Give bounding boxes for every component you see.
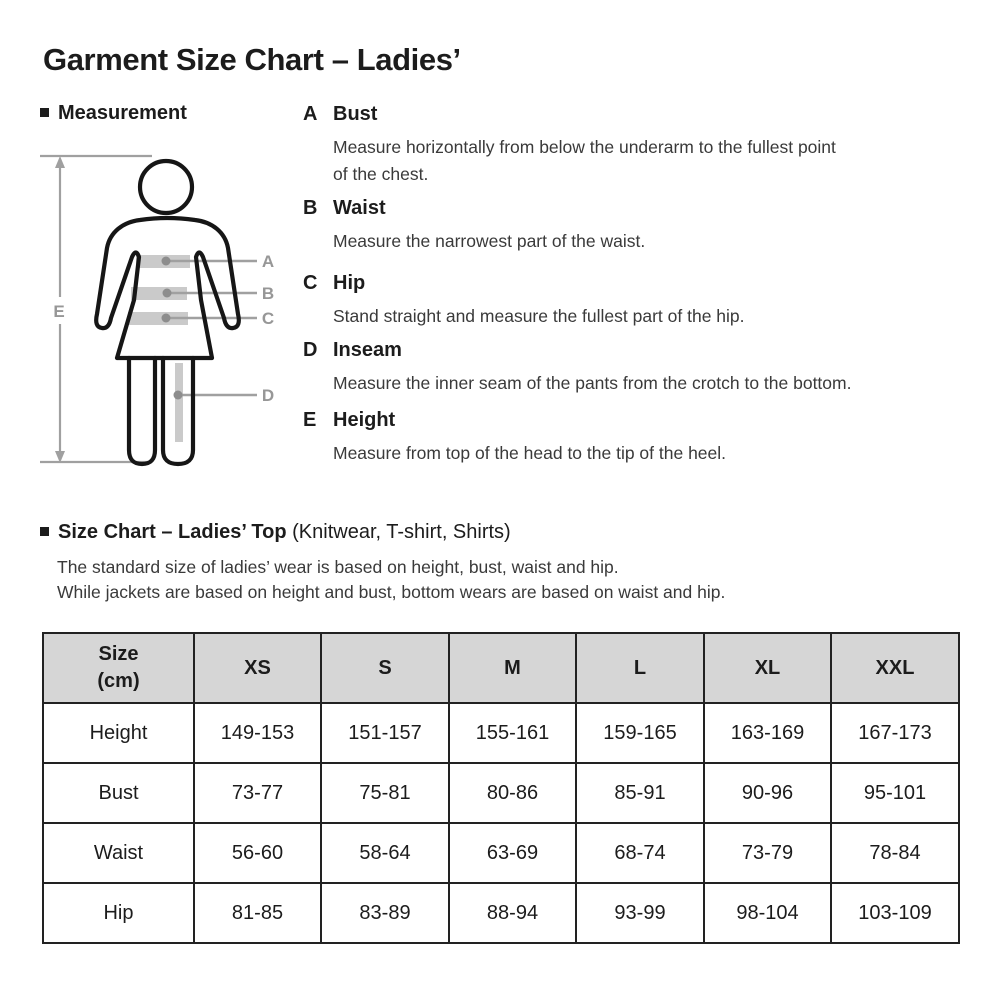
size-chart-heading-note: (Knitwear, T-shirt, Shirts) (292, 521, 511, 543)
diagram-label-a: A (261, 252, 275, 271)
size-cell: 56-60 (194, 823, 321, 883)
size-cell: 159-165 (576, 703, 704, 763)
size-chart-heading-label (58, 520, 511, 544)
square-bullet-icon (40, 108, 49, 117)
size-chart-heading-bold: Size Chart – Ladies’ Top (58, 521, 287, 543)
definition-letter: B (303, 197, 318, 219)
definition-description: Measure from top of the head to the tip of the heel. (333, 443, 727, 463)
size-cell: 98-104 (704, 883, 831, 943)
size-chart-description-line: While jackets are based on height and bust, bottom wears are based on waist and hip. (57, 582, 726, 602)
hip-dot (162, 314, 171, 323)
diagram-label-d: D (261, 386, 275, 405)
size-chart-description-line: The standard size of ladies’ wear is based on height, bust, waist and hip. (57, 557, 619, 577)
definition-bust (303, 102, 981, 188)
row-label: Hip (43, 883, 194, 943)
definition-term: Hip (333, 272, 366, 294)
definition-description: Measure horizontally from below the underarm to the fullest point of the chest. (333, 137, 836, 184)
size-chart-table (42, 632, 960, 944)
definition-hip (303, 271, 981, 330)
size-cell: 78-84 (831, 823, 959, 883)
size-cell: 81-85 (194, 883, 321, 943)
definition-inseam (303, 338, 981, 397)
column-header-xxl: XXL (831, 633, 959, 703)
definition-term: Bust (333, 103, 378, 125)
size-cell: 80-86 (449, 763, 576, 823)
diagram-label-b: B (261, 284, 275, 303)
column-header-m: M (449, 633, 576, 703)
body-measurement-diagram (30, 130, 290, 480)
figure-left-leg (129, 358, 155, 464)
column-header-s: S (321, 633, 449, 703)
definition-term: Waist (333, 197, 386, 219)
waist-dot (163, 289, 172, 298)
table-row-hip (43, 883, 959, 943)
diagram-label-c: C (261, 309, 275, 328)
diagram-label-e: E (53, 302, 65, 321)
definition-letter: C (303, 272, 318, 294)
column-header-xl: XL (704, 633, 831, 703)
page-title: Garment Size Chart – Ladies’ (43, 42, 461, 77)
definition-description: Stand straight and measure the fullest part of the hip. (333, 306, 745, 326)
definition-letter: E (303, 409, 317, 431)
row-label: Waist (43, 823, 194, 883)
measurement-section-heading (40, 101, 187, 125)
size-cell: 73-79 (704, 823, 831, 883)
measurement-heading-label: Measurement (58, 102, 187, 124)
size-cell: 155-161 (449, 703, 576, 763)
definition-letter: A (303, 103, 318, 125)
size-cell: 93-99 (576, 883, 704, 943)
row-label: Height (43, 703, 194, 763)
inseam-band (175, 363, 183, 442)
arrow-up-icon (55, 156, 65, 168)
size-cell: 58-64 (321, 823, 449, 883)
inseam-dot (174, 391, 183, 400)
definition-description: Measure the narrowest part of the waist. (333, 231, 646, 251)
definition-term: Height (333, 409, 396, 431)
size-cell: 63-69 (449, 823, 576, 883)
size-cell: 151-157 (321, 703, 449, 763)
definition-term: Inseam (333, 339, 402, 361)
column-header-xs: XS (194, 633, 321, 703)
bust-dot (162, 257, 171, 266)
square-bullet-icon (40, 527, 49, 536)
definition-letter: D (303, 339, 318, 361)
size-cell: 90-96 (704, 763, 831, 823)
table-header-row (43, 633, 959, 703)
size-cell: 149-153 (194, 703, 321, 763)
size-cell: 88-94 (449, 883, 576, 943)
column-header-l: L (576, 633, 704, 703)
figure-head (140, 161, 192, 213)
table-row-height (43, 703, 959, 763)
size-cell: 68-74 (576, 823, 704, 883)
size-chart-section-heading (40, 520, 511, 544)
size-cell: 73-77 (194, 763, 321, 823)
definition-waist (303, 196, 981, 255)
definition-description: Measure the inner seam of the pants from the crotch to the bottom. (333, 373, 852, 393)
size-cell: 95-101 (831, 763, 959, 823)
size-cell: 163-169 (704, 703, 831, 763)
definition-height (303, 408, 981, 467)
size-cell: 75-81 (321, 763, 449, 823)
size-cell: 83-89 (321, 883, 449, 943)
size-cell: 103-109 (831, 883, 959, 943)
column-header-size: Size (cm) (43, 633, 194, 703)
table-row-bust (43, 763, 959, 823)
size-cell: 167-173 (831, 703, 959, 763)
row-label: Bust (43, 763, 194, 823)
size-cell: 85-91 (576, 763, 704, 823)
table-row-waist (43, 823, 959, 883)
